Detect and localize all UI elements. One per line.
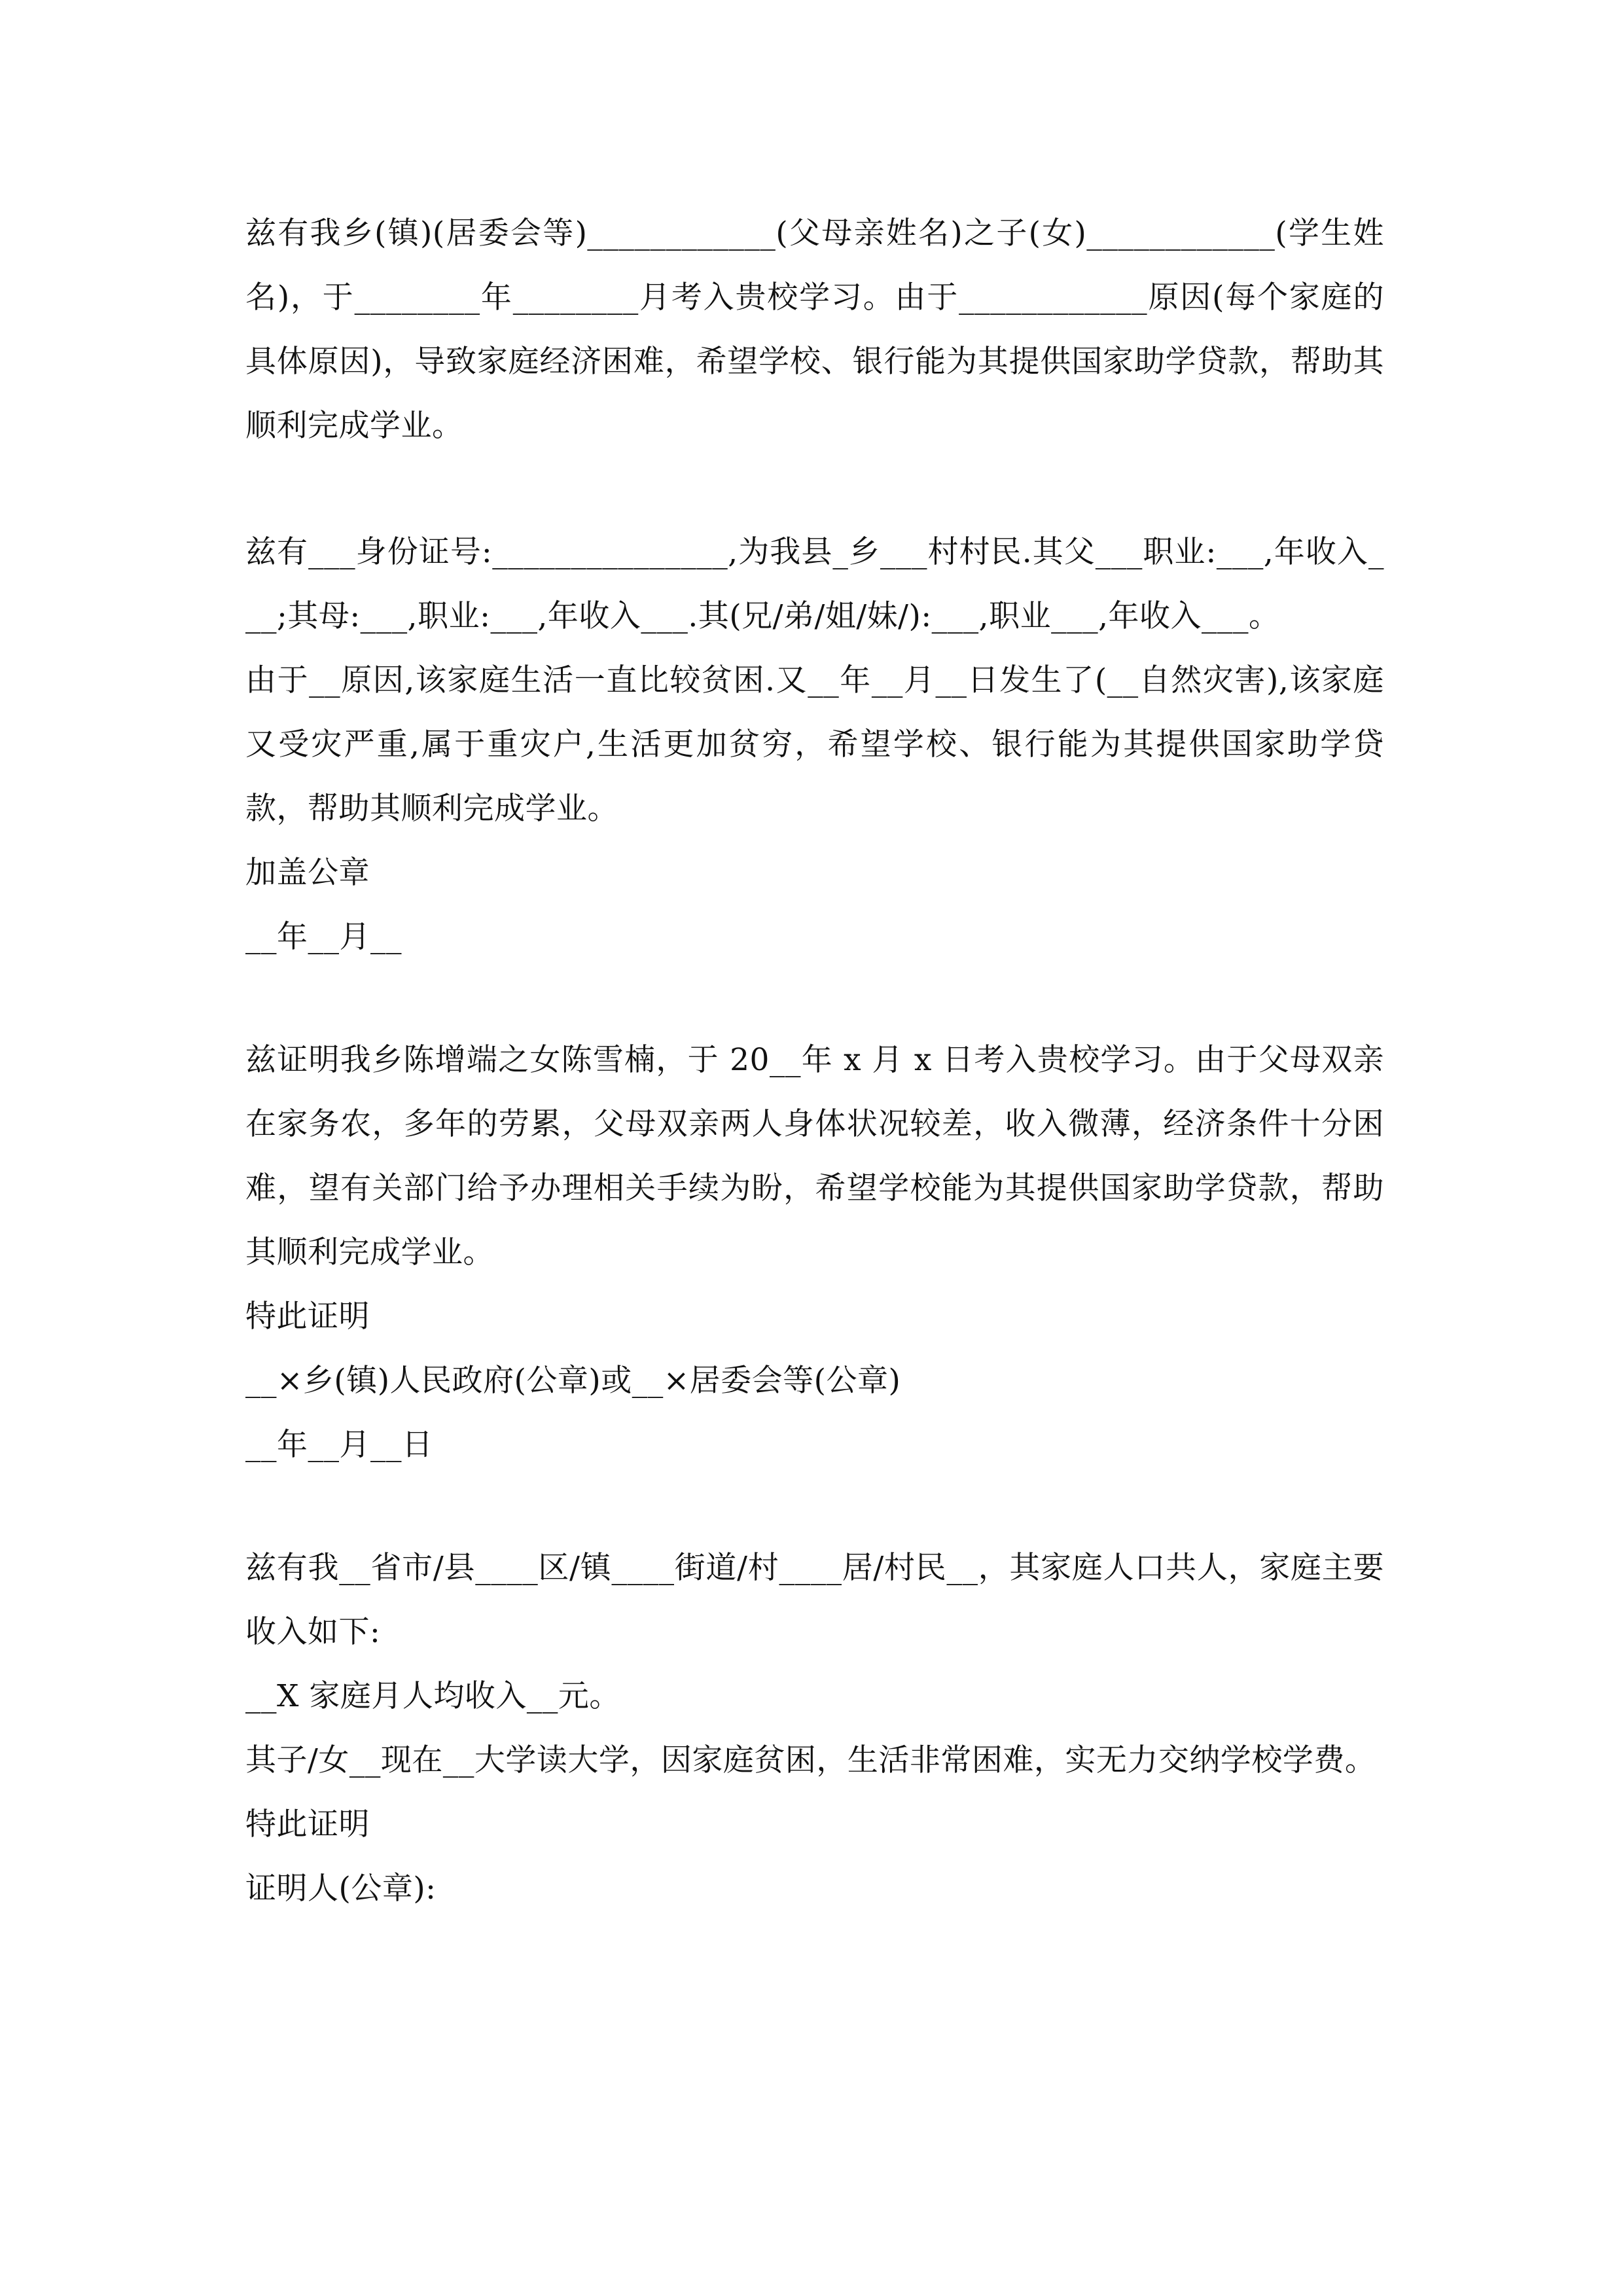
paragraph-certifier-seal: 证明人(公章):: [245, 1871, 437, 1907]
section-gap: [245, 1477, 1384, 1536]
paragraph-official-seal: 加盖公章: [245, 855, 370, 891]
paragraph-date-blank: __年__月__: [245, 919, 402, 955]
paragraph-hereby-certify: 特此证明: [245, 1299, 370, 1335]
paragraph-hereby-certify-2: 特此证明: [245, 1806, 370, 1842]
paragraph-family-info: 兹有___身份证号:_______________,为我县_乡___村村民.其父___职业:___,年收入___;其母:___,职业:___,年收入___.其(兄/弟/姐/妹/):___,职业___,年收入___。: [245, 534, 1384, 634]
section-gap: [245, 969, 1384, 1028]
section-gap: [245, 458, 1384, 520]
paragraph-loan-request: 兹有我乡(镇)(居委会等)____________(父母亲姓名)之子(女)____________(学生姓名)，于________年________月考入贵校学习。由于____________原因(每个家庭的具体原因)，导致家庭经济困难，希望学校、银行能为其提供国家助学贷款，帮助其顺利完成学业。: [245, 215, 1384, 444]
paragraph-monthly-income: __X 家庭月人均收入__元。: [245, 1678, 620, 1714]
paragraph-certificate-example: 兹证明我乡陈增端之女陈雪楠，于 20__年 x 月 x 日考入贵校学习。由于父母双亲在家务农，多年的劳累，父母双亲两人身体状况较差，收入微薄，经济条件十分困难，望有关部门给予办理相关手续为盼，希望学校能为其提供国家助学贷款，帮助其顺利完成学业。: [245, 1042, 1384, 1270]
paragraph-household-info: 兹有我__省市/县____区/镇____街道/村____居/村民__，其家庭人口共人，家庭主要收入如下:: [245, 1550, 1384, 1650]
paragraph-issuer-seal: __×乡(镇)人民政府(公章)或__×居委会等(公章): [245, 1363, 901, 1399]
document-content: [245, 202, 1384, 1921]
paragraph-issue-date: __年__月__日: [245, 1427, 433, 1463]
paragraph-student-hardship: 其子/女__现在__大学读大学，因家庭贫困，生活非常困难，实无力交纳学校学费。: [245, 1742, 1376, 1778]
paragraph-hardship-reason: 由于__原因,该家庭生活一直比较贫困.又__年__月__日发生了(__自然灾害),该家庭又受灾严重,属于重灾户,生活更加贫穷，希望学校、银行能为其提供国家助学贷款，帮助其顺利完成学业。: [245, 662, 1384, 827]
